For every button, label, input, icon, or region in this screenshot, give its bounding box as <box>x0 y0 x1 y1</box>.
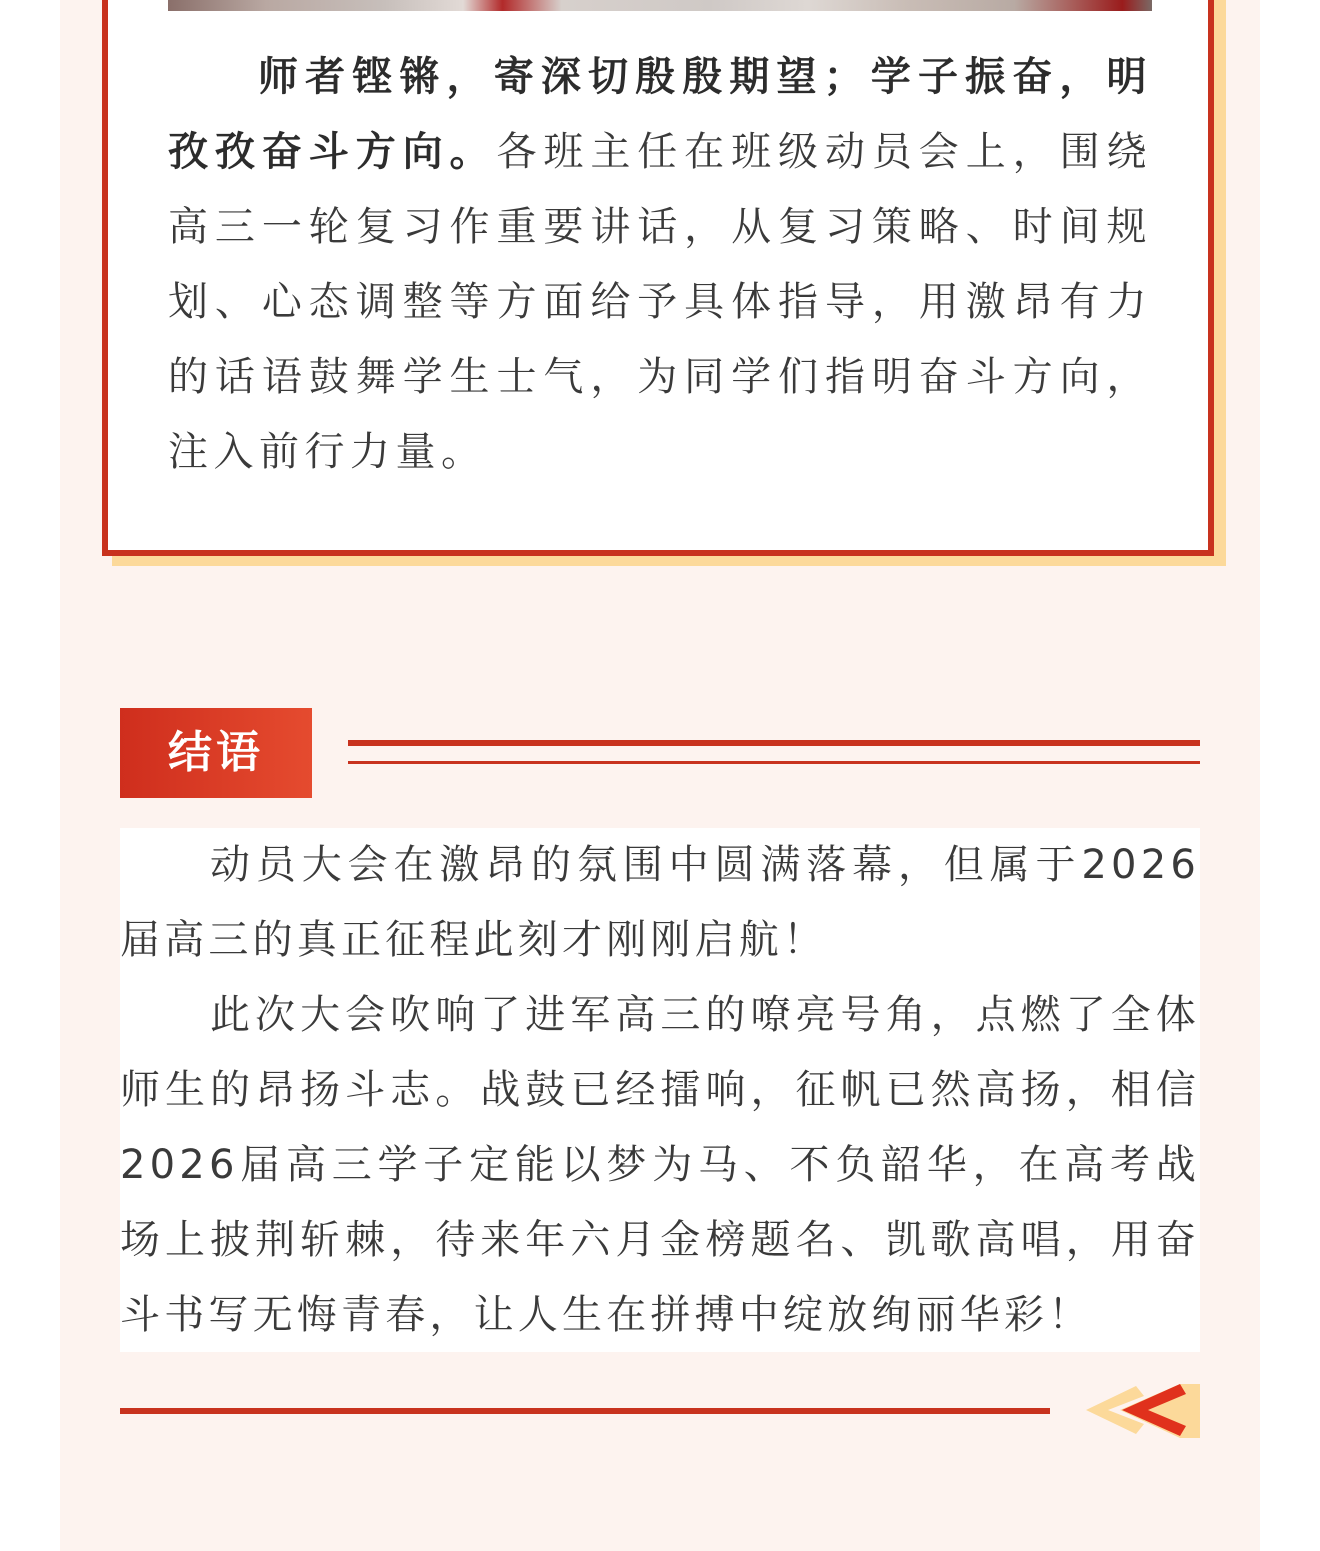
card-body-text: 各班主任在班级动员会上，围绕高三一轮复习作重要讲话，从复习策略、时间规划、心态调整等方面给予具体指导，用激昂有力的话语鼓舞学生士气，为同学们指明奋斗方向，注入前行力量。 <box>168 129 1153 475</box>
double-chevron-left-icon <box>1086 1382 1202 1442</box>
section-title-conclusion: 结语 <box>120 708 312 798</box>
card-paragraph <box>168 40 1152 490</box>
footer-divider <box>120 1408 1050 1414</box>
card-lead-sentence: 师者铿锵，寄深切殷殷期望；学子振奋，明孜孜奋斗方向。 <box>168 54 1152 175</box>
conclusion-paragraph-2: 此次大会吹响了进军高三的嘹亮号角，点燃了全体师生的昂扬斗志。战鼓已经擂响，征帆已然高扬，相信2026届高三学子定能以梦为马、不负韶华，在高考战场上披荆斩棘，待来年六月金榜题名、凯歌高唱，用奋斗书写无悔青春，让人生在拼搏中绽放绚丽华彩！ <box>120 992 1200 1338</box>
conclusion-paragraph-1: 动员大会在激昂的氛围中圆满落幕，但属于2026届高三的真正征程此刻才刚刚启航！ <box>120 842 1200 963</box>
section-divider-thin <box>348 761 1200 764</box>
section-divider-thick <box>348 740 1200 746</box>
article-photo <box>168 0 1152 11</box>
